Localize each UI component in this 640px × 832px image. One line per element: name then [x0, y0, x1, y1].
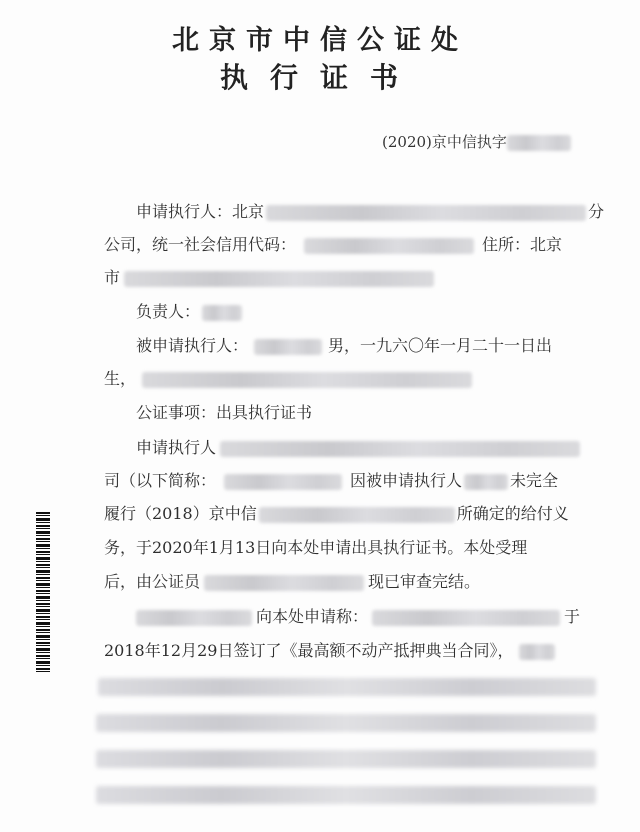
redacted-p5-applicant	[220, 441, 580, 457]
redacted-statement	[372, 610, 560, 626]
p6-statement-label: 向本处申请称：	[256, 607, 369, 626]
certificate-title: 执行证书	[219, 61, 420, 94]
p5-respondent-label: 因被申请执行人	[350, 471, 463, 490]
p6-line-1	[136, 605, 580, 629]
document-number	[382, 131, 571, 152]
notarial-matter-line: 公证事项：出具执行证书	[136, 403, 313, 422]
redacted-line-1	[98, 678, 596, 696]
address-label: 住所：北京	[482, 235, 563, 254]
p6-line-2	[104, 639, 555, 663]
respondent-label: 被申请执行人：	[136, 336, 249, 355]
p5-review-complete: 现已审查完结。	[368, 572, 481, 591]
p5-line-1	[136, 436, 580, 460]
address-line	[104, 266, 434, 290]
p5-line-4: 务，于2020年1月13日向本处申请出具执行证书。本处受理	[104, 538, 528, 557]
redacted-number	[507, 135, 571, 151]
redacted-abbr	[224, 474, 342, 490]
redacted-line-4	[96, 786, 596, 804]
redacted-notary	[204, 575, 364, 591]
redacted-line-2	[96, 714, 596, 732]
respondent-birth-suffix: 生，	[104, 369, 137, 388]
p5-obligation: 所确定的给付义	[456, 504, 569, 523]
applicant-line	[136, 200, 604, 224]
p5-line-2	[104, 469, 558, 493]
respondent-line	[136, 334, 552, 358]
p5-applicant-label: 申请执行人	[136, 438, 217, 457]
p6-on: 于	[564, 607, 581, 626]
applicant-suffix: 分	[588, 202, 605, 221]
principal-label: 负责人：	[136, 302, 201, 321]
redacted-address	[124, 271, 434, 287]
redacted-line-3	[96, 750, 596, 768]
p5-notary-label: 后，由公证员	[104, 572, 201, 591]
redacted-party	[136, 610, 252, 626]
applicant-label: 申请执行人：北京	[136, 202, 265, 221]
p5-abbr-label: 司（以下简称：	[104, 471, 217, 490]
p6-contract-date: 2018年12月29日签订了《最高额不动产抵押典当合同》，	[104, 641, 514, 660]
document-number-text: (2020)京中信执字	[382, 133, 507, 151]
credit-code-line	[104, 233, 562, 257]
redacted-respondent-info	[142, 372, 472, 388]
p5-line-5	[104, 570, 480, 594]
credit-code-label: 公司，统一社会信用代码：	[104, 235, 297, 254]
address-city: 市	[104, 268, 121, 287]
redacted-case-number	[259, 507, 455, 523]
redacted-principal	[202, 305, 242, 321]
redacted-respondent	[254, 339, 322, 355]
principal-line	[136, 300, 242, 324]
redacted-credit-code	[304, 238, 474, 254]
redacted-applicant	[266, 205, 586, 221]
p5-not-fully: 未完全	[510, 471, 559, 490]
p5-line-3	[104, 502, 569, 526]
respondent-details: 男，一九六〇年一月二十一日出	[328, 336, 553, 355]
redacted-p6-tail	[519, 644, 555, 660]
office-title: 北京市中信公证处	[172, 25, 468, 56]
redacted-respondent-2	[464, 474, 508, 490]
barcode-strip	[36, 512, 50, 672]
respondent-line-2	[104, 367, 472, 391]
p5-case-prefix: 履行（2018）京中信	[104, 504, 257, 523]
